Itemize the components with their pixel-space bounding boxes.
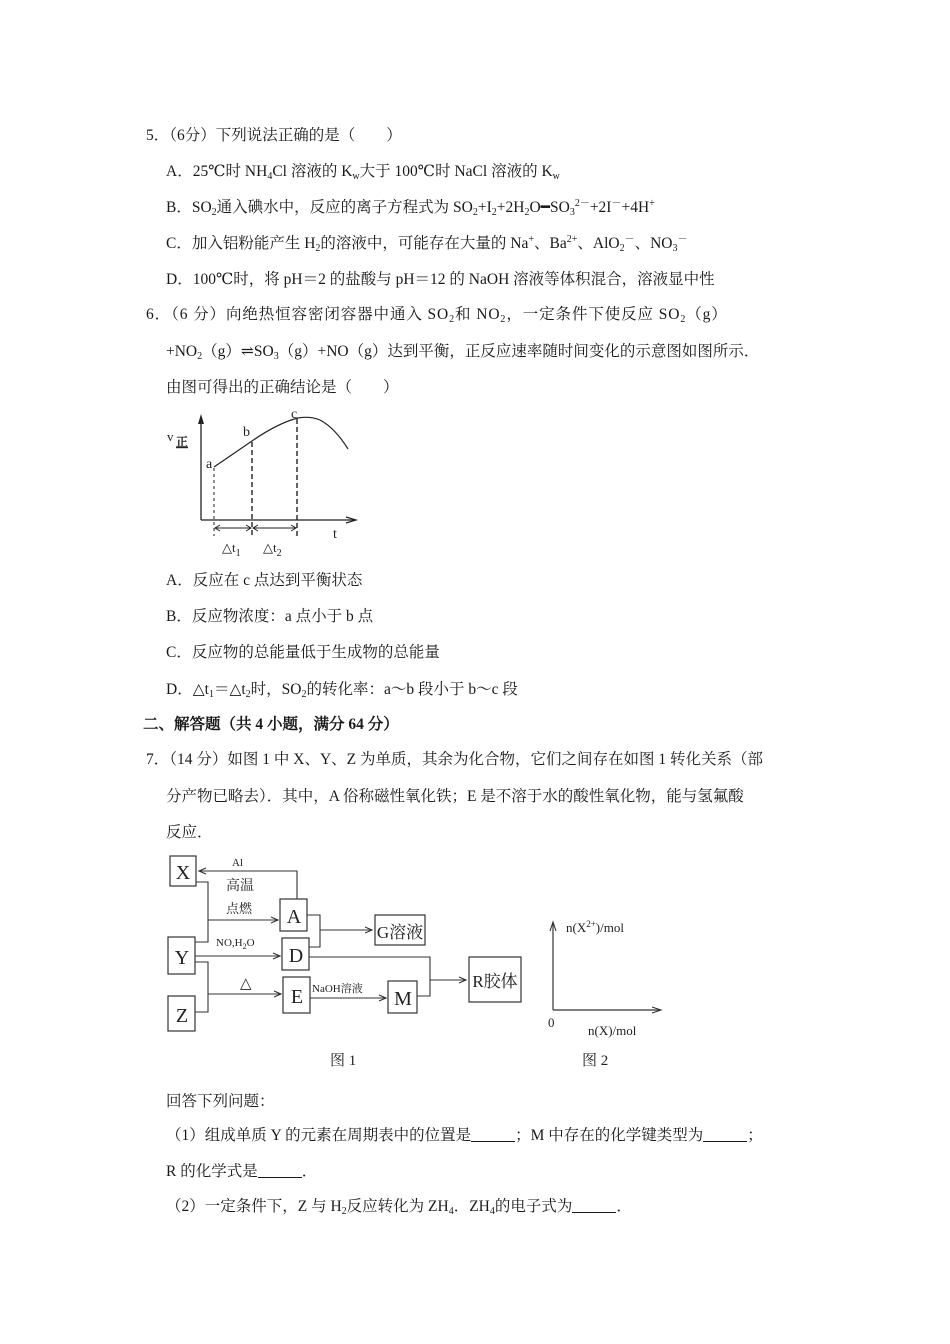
x-axis-label: n(X)/mol bbox=[588, 1023, 637, 1038]
q5-option-a: A．25℃时 $NH_4Cl$ 溶液的 $K_w$大于 100℃时 NaCl 溶液的 $K_w$ bbox=[166, 163, 560, 182]
q6-stem-line3: 由图可得出的正确结论是（ ） bbox=[166, 379, 399, 396]
q7-sub1-line1: （1）组成单质 Y 的元素在周期表中的位置是 ；M 中存在的化学键类型为 ； bbox=[166, 1127, 763, 1144]
answer-intro: 回答下列问题： bbox=[166, 1093, 275, 1110]
q6-option-b: B．反应物浓度：a 点小于 b 点 bbox=[166, 608, 374, 625]
point-c-label: c bbox=[291, 408, 298, 422]
point-b-label: b bbox=[243, 425, 250, 440]
svg-text:Z: Z bbox=[175, 1005, 189, 1027]
q5-stem: 5．（6分）下列说法正确的是（ ） bbox=[146, 127, 402, 144]
q6-number: 6． bbox=[146, 306, 172, 323]
q6-option-a: A．反应在 c 点达到平衡状态 bbox=[166, 572, 363, 589]
svg-text:M: M bbox=[394, 988, 412, 1010]
svg-text:A: A bbox=[286, 906, 302, 928]
q7-stem-line2: 分产物已略去）．其中，A 俗称磁性氧化铁；E 是不溶于水的酸性氧化物，能与氢氟酸 bbox=[166, 788, 744, 805]
figure-1-caption: 图 1 bbox=[330, 1053, 357, 1069]
q7-stem-line3: 反应． bbox=[166, 824, 213, 841]
svg-text:Y: Y bbox=[174, 947, 190, 969]
answer-blank-bond-type[interactable] bbox=[703, 1127, 747, 1142]
q7-sub1-line2: R 的化学式是 ． bbox=[166, 1163, 318, 1180]
svg-text:X: X bbox=[175, 862, 191, 884]
q6-option-c: C．反应物的总能量低于生成物的总能量 bbox=[166, 644, 440, 661]
svg-text:E: E bbox=[290, 986, 304, 1008]
answer-blank-electron-formula[interactable] bbox=[572, 1198, 616, 1213]
answer-blank-y-position[interactable] bbox=[471, 1127, 515, 1142]
svg-text:R胶体: R胶体 bbox=[472, 972, 518, 991]
q5-option-c: C．加入铝粉能产生 $H_2$的溶液中，可能存在大量的 Na+、$Ba^{2+}$、AlO$_2$－、$NO_3^-$ bbox=[166, 234, 688, 254]
q7-number: 7． bbox=[146, 751, 170, 768]
q5-option-b: B．$SO_2$通入碘水中，反应的离子方程式为 $SO_2+I_2+2H_2O━SO_3^{2-}+2I^-+4H^+$ bbox=[166, 198, 655, 218]
origin-label: 0 bbox=[548, 1015, 555, 1030]
q7-stem-line1: 7．（14 分）如图 1 中 X、Y、Z 为单质，其余为化合物，它们之间存在如图 1 转化关系（部 bbox=[146, 751, 763, 768]
q6-stem-line1: 6．（6 分）向绝热恒容密闭容器中通入 $SO_2$和 $NO_2$，一定条件下使反应 $SO_2(g)$ bbox=[146, 306, 728, 325]
x-axis-label: t bbox=[333, 527, 337, 542]
high-temp-label: 高温 bbox=[226, 879, 254, 894]
section-2-title: 二、解答题（共 4 小题，满分 64 分） bbox=[143, 716, 399, 733]
svg-text:正: 正 bbox=[176, 435, 189, 449]
q7-sub2: （2）一定条件下，Z 与 $H_2$反应转化为 $ZH_4$．$ZH_4$的电子式为 ． bbox=[166, 1198, 632, 1217]
rate-time-figure bbox=[160, 408, 370, 563]
y-axis-label: v bbox=[167, 429, 174, 444]
y-axis-label: $n(X^{2+})$/mol bbox=[566, 919, 624, 935]
point-a-label: a bbox=[206, 457, 213, 472]
naoh-label: NaOH溶液 bbox=[312, 983, 363, 995]
q6-stem-line2: $+NO_2(g)\rightleftharpoons SO_3(g)+NO(g)$达到平衡，正反应速率随时间变化的示意图如图所示． bbox=[166, 343, 760, 362]
delta-t1-label: $\triangle t_1$ bbox=[222, 540, 241, 559]
svg-text:D: D bbox=[288, 945, 304, 967]
ignite-label: 点燃 bbox=[226, 901, 253, 916]
conversion-flow-diagram bbox=[160, 850, 540, 1075]
q5-option-d: D．100℃时，将 pH＝2 的盐酸与 pH＝12 的 NaOH 溶液等体积混合，溶液显中性 bbox=[166, 271, 715, 288]
al-label: Al bbox=[232, 857, 243, 869]
q6-option-d: D．$\triangle t_1=\triangle t_2$时，$SO_2$的转化率：a～b 段小于 b～c 段 bbox=[166, 681, 518, 700]
svg-text:G溶液: G溶液 bbox=[376, 923, 424, 942]
q5-number: 5． bbox=[146, 127, 170, 144]
delta-t2-label: $\triangle t_2$ bbox=[263, 540, 282, 559]
heat-label: △ bbox=[240, 976, 252, 992]
no-h2o-label: $NO,H_2O$ bbox=[216, 937, 255, 951]
figure-2-caption: 图 2 bbox=[582, 1053, 609, 1069]
answer-blank-r-formula[interactable] bbox=[258, 1163, 302, 1178]
figure-2-axes bbox=[540, 905, 680, 1070]
